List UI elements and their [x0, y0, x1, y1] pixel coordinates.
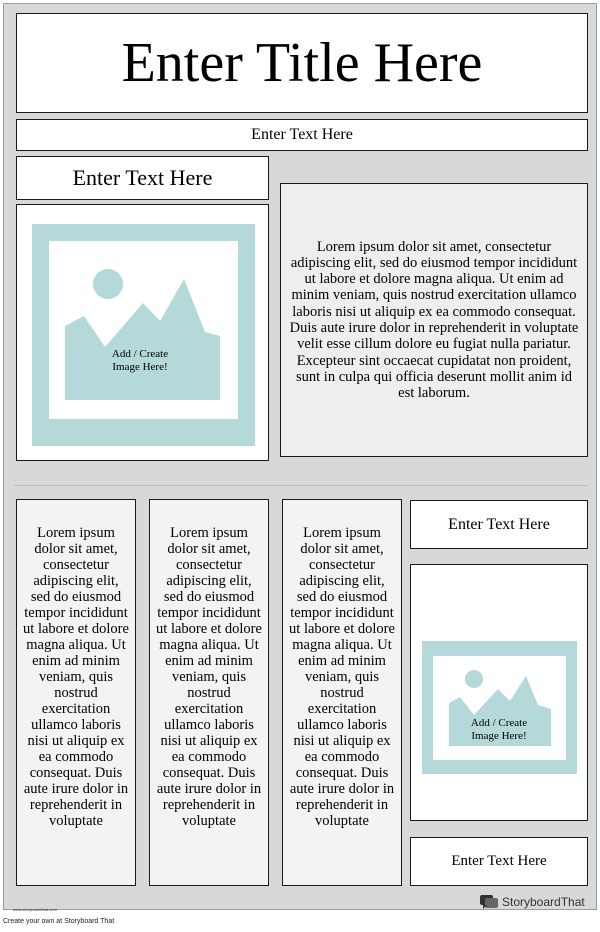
image-frame-right[interactable] — [410, 564, 588, 821]
main-paragraph-box[interactable] — [280, 183, 588, 457]
image-placeholder-left — [32, 224, 255, 446]
storyboardthat-logo — [480, 895, 585, 909]
right-heading-bottom-textbox[interactable]: Enter Text Here — [410, 837, 588, 886]
footer-cta[interactable]: Create your own at Storyboard That — [3, 918, 115, 925]
image-placeholder-right-caption-line2: Image Here! — [471, 730, 527, 742]
poster-title[interactable]: Enter Title Here — [16, 13, 588, 113]
left-heading-textbox[interactable]: Enter Text Here — [16, 156, 269, 200]
footer-url: www.storyboardthat.com — [13, 907, 57, 912]
image-placeholder-caption-line1: Add / Create — [111, 348, 169, 360]
column-3-text: Lorem ipsum dolor sit amet, consectetur adipiscing elit, sed do eiusmod tempor incididunt ut labore et dolore magna aliqua. Ut enim ad minim veniam, quis nostrud exercitation ullamco laboris nisi ut aliquip ex ea commodo consequat. Duis aute irure dolor in reprehenderit in voluptate — [289, 525, 395, 829]
subtitle-textbox[interactable]: Enter Text Here — [16, 119, 588, 151]
text-column-3[interactable] — [282, 499, 402, 886]
image-placeholder-caption-line2: Image Here! — [112, 361, 168, 373]
text-column-2[interactable] — [149, 499, 269, 886]
landscape-image-icon — [32, 224, 255, 446]
image-placeholder-right-caption-line1: Add / Create — [470, 717, 528, 729]
column-2-text: Lorem ipsum dolor sit amet, consectetur adipiscing elit, sed do eiusmod tempor incididunt ut labore et dolore magna aliqua. Ut enim ad minim veniam, quis nostrud exercitation ullamco laboris nisi ut aliquip ex ea commodo consequat. Duis aute irure dolor in reprehenderit in voluptate — [156, 525, 262, 829]
text-column-1[interactable] — [16, 499, 136, 886]
landscape-image-icon-right — [422, 641, 577, 774]
main-paragraph: Lorem ipsum dolor sit amet, consectetur adipiscing elit, sed do eiusmod tempor incididunt ut labore et dolore magna aliqua. Ut enim ad minim veniam, quis nostrud exercitation ullamco laboris nisi ut aliquip ex ea commodo consequat. Duis aute irure dolor in reprehenderit in voluptate velit esse cillum dolore eu fugiat nulla pariatur. Excepteur sint occaecat cupidatat non proident, sunt in culpa qui officia deserunt mollit anim id est laborum. — [289, 238, 579, 402]
speech-bubble-icon — [480, 895, 498, 909]
section-divider — [14, 485, 588, 486]
brand-name: StoryboardThat — [502, 895, 585, 909]
poster-canvas — [3, 3, 597, 910]
image-frame-left[interactable] — [16, 204, 269, 461]
right-heading-top-textbox[interactable]: Enter Text Here — [410, 500, 588, 549]
column-1-text: Lorem ipsum dolor sit amet, consectetur adipiscing elit, sed do eiusmod tempor incididunt ut labore et dolore magna aliqua. Ut enim ad minim veniam, quis nostrud exercitation ullamco laboris nisi ut aliquip ex ea commodo consequat. Duis aute irure dolor in reprehenderit in voluptate — [23, 525, 129, 829]
image-placeholder-right — [422, 641, 577, 774]
